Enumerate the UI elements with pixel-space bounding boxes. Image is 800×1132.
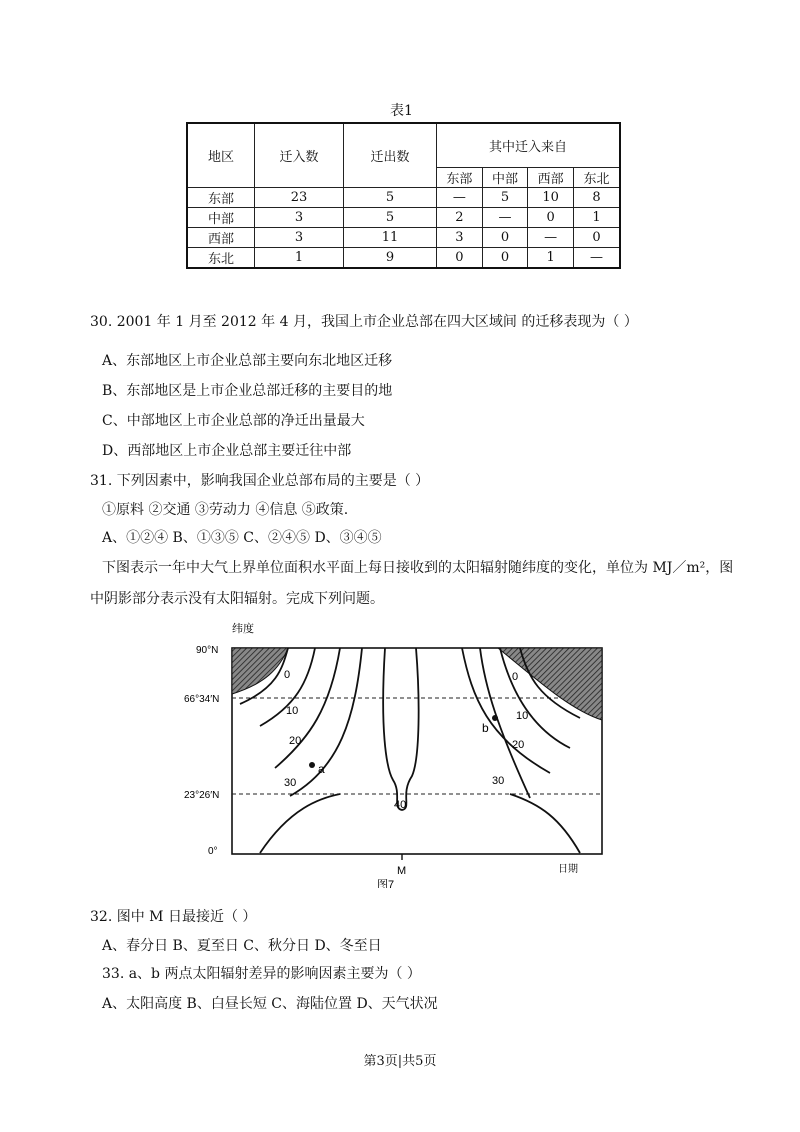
label-left-20: 20 (289, 735, 302, 747)
q30-option-b[interactable]: B、东部地区是上市企业总部迁移的主要目的地 (102, 383, 393, 399)
cell: 中部 (187, 207, 255, 227)
q30-stem: 30. 2001 年 1 月至 2012 年 4 月，我国上市企业总部在四大区域间 的迁移表现为（ ） (90, 314, 638, 330)
contour-left-30 (290, 648, 362, 796)
q31-stem: 31. 下列因素中，影响我国企业总部布局的主要是（ ） (90, 473, 430, 489)
q30-option-c[interactable]: C、中部地区上市企业总部的净迁出量最大 (102, 413, 365, 429)
label-point-a: a (318, 762, 325, 776)
header-region: 地区 (187, 123, 255, 187)
x-marker-m: M (397, 865, 407, 877)
q30-option-a[interactable]: A、东部地区上市企业总部主要向东北地区迁移 (102, 353, 393, 369)
cell: 10 (528, 187, 574, 207)
label-left-30: 30 (284, 777, 297, 789)
intro-line-1: 下图表示一年中大气上界单位面积水平面上每日接收到的太阳辐射随纬度的变化，单位为 MJ／m²，图 (102, 560, 734, 576)
q33-stem: 33. a、b 两点太阳辐射差异的影响因素主要为（ ） (102, 966, 421, 982)
cell: 0 (482, 227, 528, 247)
header-from-east: 东部 (437, 167, 483, 187)
contour-bottom-left (260, 794, 340, 853)
label-right-30: 30 (492, 775, 505, 787)
migration-table (186, 122, 621, 269)
header-out: 迁出数 (344, 123, 437, 187)
cell: 0 (482, 247, 528, 268)
q32-stem: 32. 图中 M 日最接近（ ） (90, 909, 257, 925)
cell: 西部 (187, 227, 255, 247)
table-row (187, 207, 620, 227)
figure-ylabel: 纬度 (232, 623, 254, 635)
q32-options[interactable]: A、春分日 B、夏至日 C、秋分日 D、冬至日 (102, 938, 382, 954)
header-from-group: 其中迁入来自 (437, 123, 621, 167)
cell: 3 (255, 207, 344, 227)
label-left-10: 10 (286, 705, 299, 717)
cell: 3 (255, 227, 344, 247)
cell: 0 (437, 247, 483, 268)
tick-0: 0° (208, 846, 218, 857)
cell: 东北 (187, 247, 255, 268)
cell: 0 (573, 227, 620, 247)
cell: — (573, 247, 620, 268)
header-from-central: 中部 (482, 167, 528, 187)
contour-center-40 (383, 648, 418, 810)
tick-90n: 90°N (196, 645, 219, 656)
cell: — (482, 207, 528, 227)
cell: 5 (482, 187, 528, 207)
q30-option-d[interactable]: D、西部地区上市企业总部主要迁往中部 (102, 443, 352, 459)
table-row (187, 227, 620, 247)
intro-line-2: 中阴影部分表示没有太阳辐射。完成下列问题。 (90, 591, 384, 607)
cell: 8 (573, 187, 620, 207)
cell: 0 (528, 207, 574, 227)
tick-6634n: 66°34′N (184, 694, 220, 705)
table-caption: 表1 (390, 103, 413, 119)
tick-2326n: 23°26′N (184, 790, 220, 801)
cell: 2 (437, 207, 483, 227)
table-row (187, 187, 620, 207)
label-right-20: 20 (512, 739, 525, 751)
q31-options[interactable]: A、①②④ B、①③⑤ C、②④⑤ D、③④⑤ (102, 530, 382, 546)
label-right-10: 10 (516, 710, 529, 722)
label-right-0: 0 (512, 671, 519, 683)
cell: 1 (573, 207, 620, 227)
contour-bottom-right (510, 794, 580, 853)
cell: 5 (344, 187, 437, 207)
cell: 5 (344, 207, 437, 227)
cell: 3 (437, 227, 483, 247)
point-a (309, 762, 315, 768)
label-center-40: 40 (394, 799, 407, 811)
cell: 1 (255, 247, 344, 268)
polar-night-right (498, 648, 602, 720)
label-point-b: b (482, 721, 489, 735)
cell: 11 (344, 227, 437, 247)
label-left-0: 0 (284, 669, 291, 681)
point-b (492, 715, 498, 721)
q31-factors: ①原料 ②交通 ③劳动力 ④信息 ⑤政策. (102, 502, 349, 518)
page-footer: 第3页|共5页 (363, 1054, 437, 1069)
figure-caption: 图7 (377, 879, 395, 888)
header-in: 迁入数 (255, 123, 344, 187)
cell: 东部 (187, 187, 255, 207)
table-row (187, 247, 620, 268)
cell: 1 (528, 247, 574, 268)
header-from-west: 西部 (528, 167, 574, 187)
q33-options[interactable]: A、太阳高度 B、白昼长短 C、海陆位置 D、天气状况 (102, 996, 438, 1012)
cell: 23 (255, 187, 344, 207)
radiation-figure (180, 618, 620, 888)
header-from-northeast: 东北 (573, 167, 620, 187)
cell: 9 (344, 247, 437, 268)
cell: — (528, 227, 574, 247)
figure-xlabel: 日期 (558, 864, 578, 875)
cell: — (437, 187, 483, 207)
